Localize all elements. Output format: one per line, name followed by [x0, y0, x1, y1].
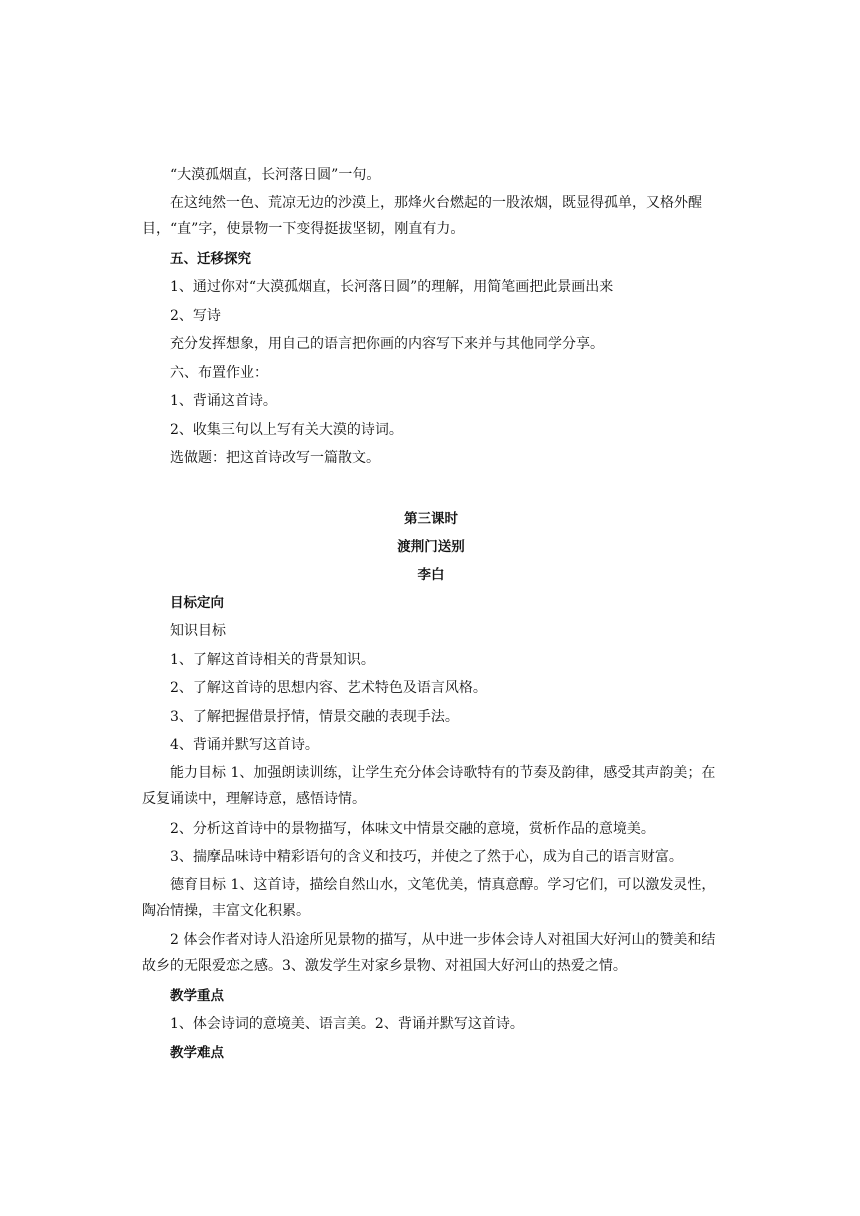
section-heading: 六、布置作业：	[170, 364, 268, 381]
section-heading: 教学重点	[170, 987, 224, 1004]
section-heading: 五、迁移探究	[170, 250, 251, 267]
paragraph: 德育目标 1、这首诗，描绘自然山水，文笔优美，情真意醇。学习它们，可以激发灵性，陶冶情操，丰富文化积累。	[142, 876, 716, 919]
paragraph: 能力目标 1、加强朗读训练，让学生充分体会诗歌特有的节奏及韵律，感受其声韵美；在反复诵读中，理解诗意，感悟诗情。	[142, 764, 716, 807]
paragraph: 2 体会作者对诗人沿途所见景物的描写，从中进一步体会诗人对祖国大好河山的赞美和结故乡的无限爱恋之感。3、激发学生对家乡景物、对祖国大好河山的热爱之情。	[142, 931, 716, 974]
paragraph: 1、通过你对“大漠孤烟直，长河落日圆”的理解，用简笔画把此景画出来	[170, 279, 614, 295]
paragraph: 3、揣摩品味诗中精彩语句的含义和技巧，并使之了然于心，成为自己的语言财富。	[170, 849, 683, 865]
paragraph: 2、了解这首诗的思想内容、艺术特色及语言风格。	[170, 680, 487, 696]
paragraph: 2、收集三句以上写有关大漠的诗词。	[170, 421, 403, 438]
paragraph: 2、分析这首诗中的景物描写，体味文中情景交融的意境，赏析作品的意境美。	[170, 820, 655, 837]
paragraph: 2、写诗	[170, 307, 221, 324]
paragraph: “大漠孤烟直，长河落日圆”一句。	[170, 167, 381, 183]
spacer	[142, 473, 720, 505]
section-heading: 目标定向	[170, 594, 224, 611]
poem-author: 李白	[417, 566, 445, 583]
paragraph: 充分发挥想象，用自己的语言把你画的内容写下来并与其他同学分享。	[170, 336, 604, 352]
lesson-title: 第三课时	[404, 510, 458, 527]
paragraph: 4、背诵并默写这首诗。	[170, 737, 319, 753]
paragraph: 1、体会诗词的意境美、语言美。2、背诵并默写这首诗。	[170, 1016, 524, 1032]
paragraph: 在这纯然一色、荒凉无边的沙漠上，那烽火台燃起的一股浓烟，既显得孤单，又格外醒目，“直”字，使景物一下变得挺拔坚韧，刚直有力。	[142, 194, 702, 237]
paragraph: 知识目标	[170, 623, 226, 639]
paragraph: 1、背诵这首诗。	[170, 393, 277, 409]
paragraph: 选做题：把这首诗改写一篇散文。	[170, 450, 380, 466]
poem-title: 渡荆门送别	[397, 538, 465, 555]
section-heading: 教学难点	[170, 1044, 224, 1061]
paragraph: 1、了解这首诗相关的背景知识。	[170, 651, 375, 668]
document-body	[142, 161, 720, 1067]
paragraph: 3、了解把握借景抒情，情景交融的表现手法。	[170, 708, 459, 725]
